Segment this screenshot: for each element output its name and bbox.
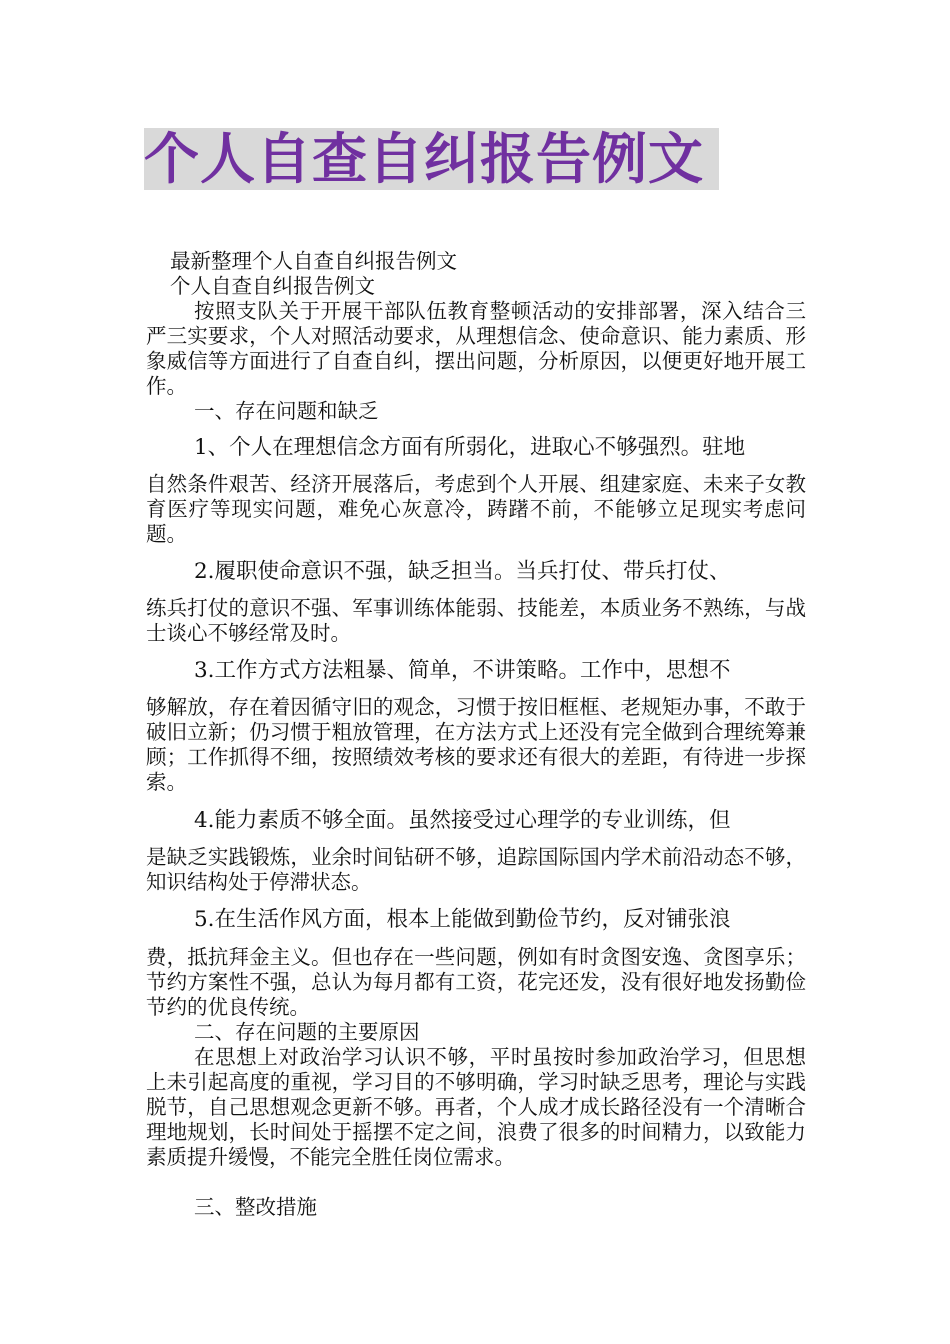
section1-heading: 一、存在问题和缺乏 bbox=[194, 399, 379, 423]
item-4-first-line: 4.能力素质不够全面。虽然接受过心理学的专业训练，但 bbox=[194, 808, 731, 833]
item-2-body: 练兵打仗的意识不强、军事训练体能弱、技能差，本质业务不熟练，与战士谈心不够经常及时。 bbox=[146, 596, 806, 645]
section3-heading: 三、整改措施 bbox=[194, 1195, 317, 1219]
item-5-body: 费，抵抗拜金主义。但也存在一些问题，例如有时贪图安逸、贪图享乐；节约方案性不强，总认为每月都有工资，花完还发，没有很好地发扬勤俭节约的优良传统。 bbox=[146, 945, 806, 1019]
section2-heading: 二、存在问题的主要原因 bbox=[194, 1020, 420, 1044]
item-2-first-line: 2.履职使命意识不强，缺乏担当。当兵打仗、带兵打仗、 bbox=[194, 559, 731, 584]
section2-paragraph: 在思想上对政治学习认识不够，平时虽按时参加政治学习，但思想上未引起高度的重视，学习目的不够明确，学习时缺乏思考，理论与实践脱节，自己思想观念更新不够。再者，个人成才成长路径没有一个清晰合理地规划，长时间处于摇摆不定之间，浪费了很多的时间精力，以致能力素质提升缓慢，不能完全胜任岗位需求。 bbox=[146, 1045, 806, 1169]
item-1-body: 自然条件艰苦、经济开展落后，考虑到个人开展、组建家庭、未来子女教育医疗等现实问题，难免心灰意冷，踌躇不前，不能够立足现实考虑问题。 bbox=[146, 472, 806, 546]
document-title: 个人自查自纠报告例文 bbox=[144, 128, 719, 190]
subtitle-1: 最新整理个人自查自纠报告例文 bbox=[170, 249, 457, 273]
item-5-first-line: 5.在生活作风方面，根本上能做到勤俭节约，反对铺张浪 bbox=[194, 907, 731, 932]
item-1-first-line: 1、个人在理想信念方面有所弱化，进取心不够强烈。驻地 bbox=[194, 435, 746, 460]
item-4-body: 是缺乏实践锻炼，业余时间钻研不够，追踪国际国内学术前沿动态不够，知识结构处于停滞状态。 bbox=[146, 845, 806, 894]
subtitle-2: 个人自查自纠报告例文 bbox=[170, 274, 375, 298]
item-3-body: 够解放，存在着因循守旧的观念，习惯于按旧框框、老规矩办事，不敢于破旧立新；仍习惯于粗放管理，在方法方式上还没有完全做到合理统筹兼顾；工作抓得不细，按照绩效考核的要求还有很大的差距，有待进一步探索。 bbox=[146, 695, 806, 794]
item-3-first-line: 3.工作方式方法粗暴、简单，不讲策略。工作中，思想不 bbox=[194, 658, 731, 683]
intro-paragraph: 按照支队关于开展干部队伍教育整顿活动的安排部署，深入结合三严三实要求，个人对照活动要求，从理想信念、使命意识、能力素质、形象威信等方面进行了自查自纠，摆出问题，分析原因，以便更好地开展工作。 bbox=[146, 299, 806, 398]
